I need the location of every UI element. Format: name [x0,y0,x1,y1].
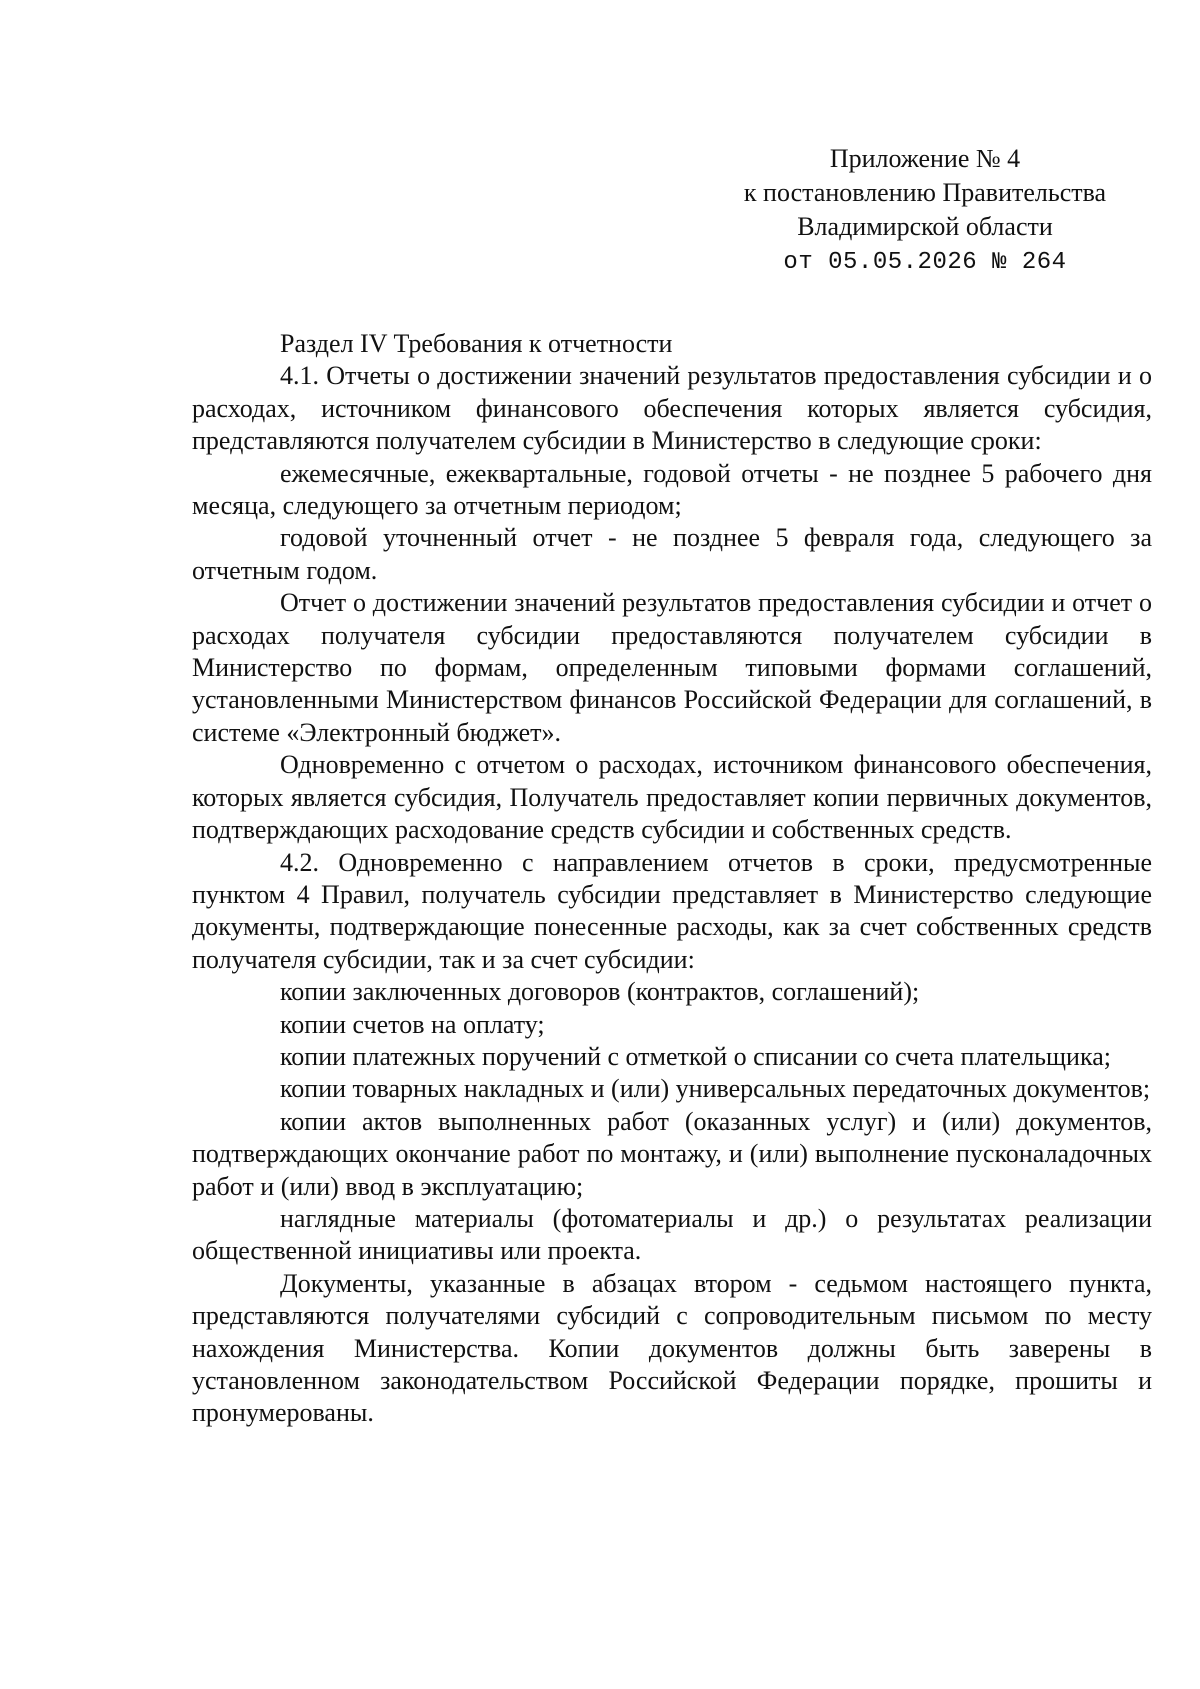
appendix-reference: к постановлению Правительства [743,178,1107,207]
paragraph-4-2: 4.2. Одновременно с направлением отчетов в сроки, предусмотренные пунктом 4 Правил, получатель субсидии представляет в Министерство следующие документы, подтверждающие понесенные расходы, как за счет собственных средств получателя субсидии, так и за счет субсидии: [192,847,1152,974]
decree-date-number: от 05.05.2026 № 264 [783,249,1067,276]
list-item-work-acts: копии актов выполненных работ (оказанных услуг) и (или) документов, подтверждающих окончание работ по монтажу, и (или) выполнение пусконаладочных работ и (или) ввод в эксплуатацию; [192,1106,1152,1201]
paragraph-4-1: 4.1. Отчеты о достижении значений результатов предоставления субсидии и о расходах, источником финансового обеспечения которых является субсидия, представляются получателем субсидии в Министерство в следующие сроки: [192,361,1152,456]
paragraph-documents-submission: Документы, указанные в абзацах втором - седьмом настоящего пункта, представляются получателями субсидий с сопроводительным письмом по месту нахождения Министерства. Копии документов должны быть заверены в установленном законодательством Российской Федерации порядке, прошиты и пронумерованы. [192,1268,1152,1428]
list-item-payment-orders: копии платежных поручений с отметкой о списании со счета плательщика; [280,1041,1111,1071]
appendix-number: Приложение № 4 [829,144,1021,173]
appendix-region: Владимирской области [797,212,1053,241]
list-item-waybills: копии товарных накладных и (или) универсальных передаточных документов; [280,1074,1151,1104]
paragraph-annual-report: годовой уточненный отчет - не позднее 5 февраля года, следующего за отчетным годом. [192,523,1152,585]
paragraph-report-forms: Отчет о достижении значений результатов предоставления субсидии и отчет о расходах получателя субсидии предоставляются получателем субсидии в Министерство по формам, определенным типовыми формами соглашений, установленными Министерством финансов Российской Федерации для соглашений, в системе «Электронный бюджет». [192,588,1152,747]
paragraph-monthly-reports: ежемесячные, ежеквартальные, годовой отчеты - не позднее 5 рабочего дня месяца, следующего за отчетным периодом; [192,458,1152,521]
list-item-invoices: копии счетов на оплату; [280,1009,545,1039]
list-item-visual-materials: наглядные материалы (фотоматериалы и др.) о результатах реализации общественной инициативы или проекта. [192,1203,1152,1266]
list-item-contracts: копии заключенных договоров (контрактов, соглашений); [280,977,920,1007]
paragraph-primary-documents: Одновременно с отчетом о расходах, источником финансового обеспечения, которых является субсидия, Получатель предоставляет копии первичных документов, подтверждающих расходование средств субсидии и собственных средств. [192,750,1152,845]
document-body [192,328,1152,1430]
document-header [700,142,1150,280]
section-title: Раздел IV Требования к отчетности [280,329,673,358]
